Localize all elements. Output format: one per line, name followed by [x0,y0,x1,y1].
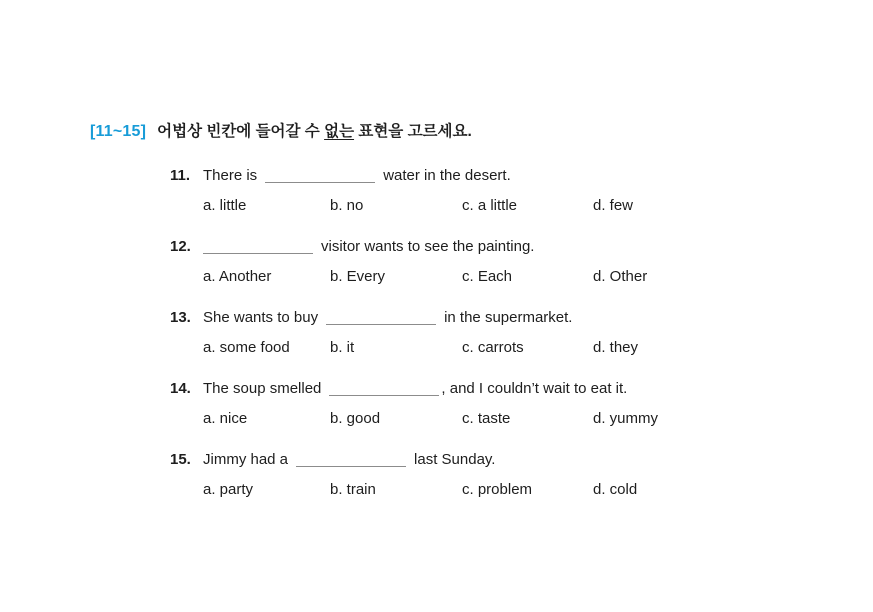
option-b: b. good [330,410,381,427]
option-d: d. cold [593,481,638,498]
blank-line [329,383,439,396]
question-text-before: She wants to buy [203,309,319,326]
question-number: 11. [170,167,191,184]
option-c: c. a little [462,197,518,214]
option-a: a. little [203,197,247,214]
question-text [203,166,511,186]
option-c: c. carrots [462,339,524,356]
question-list [170,166,790,521]
option-a: a. nice [203,410,248,427]
question-text-after: last Sunday. [414,451,496,468]
option-a: a. some food [203,339,290,356]
question-range-label: [11~15] [90,123,147,140]
question-14 [170,379,790,429]
question-12 [170,237,790,287]
option-d: d. few [593,197,634,214]
question-15 [170,450,790,500]
options-row [203,338,790,358]
question-number: 14. [170,380,191,397]
question-number: 13. [170,309,191,326]
question-11 [170,166,790,216]
blank-line [203,241,313,254]
section-header [90,121,472,143]
question-13 [170,308,790,358]
question-text-after: , and I couldn’t wait to eat it. [441,380,628,397]
option-c: c. problem [462,481,533,498]
instruction-underlined-word: 없는 [324,123,355,140]
question-text [203,237,534,257]
blank-line [296,454,406,467]
question-text [203,379,627,399]
option-b: b. it [330,339,355,356]
question-text-after: visitor wants to see the painting. [321,238,535,255]
question-text [203,450,495,470]
options-row [203,480,790,500]
question-number: 15. [170,451,191,468]
question-text [203,308,572,328]
question-text-before: There is [203,167,258,184]
options-row [203,196,790,216]
option-c: c. Each [462,268,513,285]
question-text-after: water in the desert. [383,167,511,184]
option-c: c. taste [462,410,511,427]
option-b: b. train [330,481,376,498]
option-b: b. Every [330,268,386,285]
options-row [203,409,790,429]
question-text-after: in the supermarket. [444,309,573,326]
option-a: a. party [203,481,254,498]
option-d: d. Other [593,268,648,285]
options-row [203,267,790,287]
instruction-text [157,123,472,140]
instruction-suffix: 표현을 고르세요. [354,123,472,140]
question-number: 12. [170,238,191,255]
option-b: b. no [330,197,364,214]
option-a: a. Another [203,268,272,285]
blank-line [265,170,375,183]
question-text-before: The soup smelled [203,380,322,397]
option-d: d. they [593,339,639,356]
question-text-before: Jimmy had a [203,451,289,468]
instruction-prefix: 어법상 빈칸에 들어갈 수 [157,123,325,140]
blank-line [326,312,436,325]
option-d: d. yummy [593,410,659,427]
